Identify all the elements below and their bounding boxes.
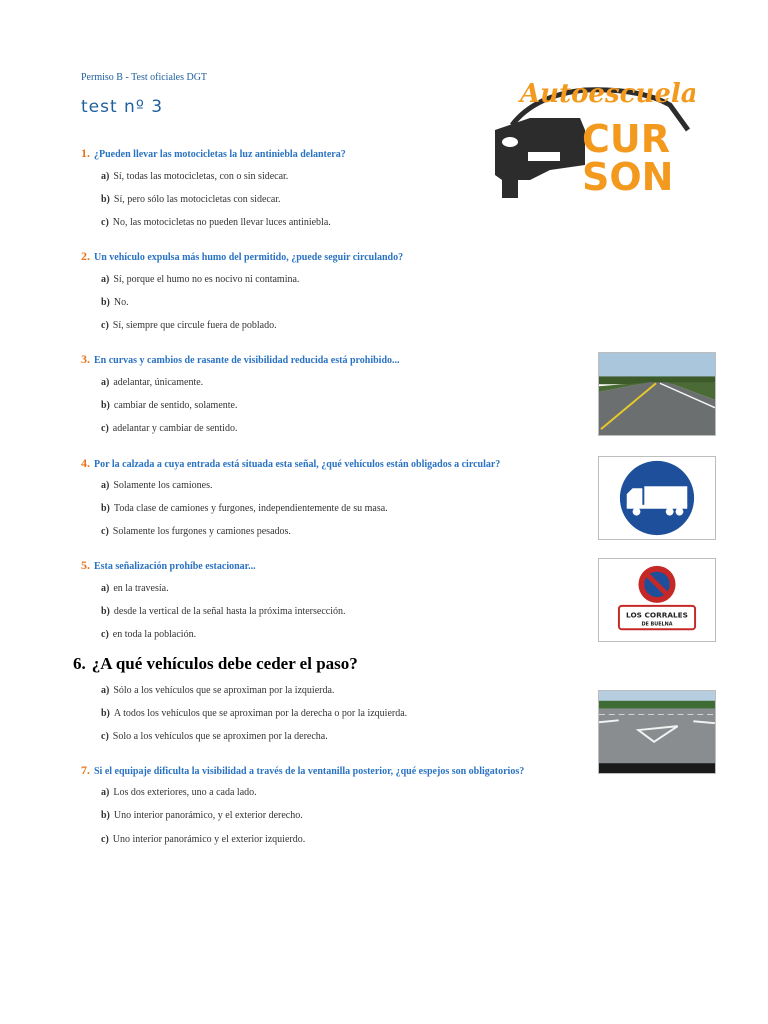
question-6: 6. ¿A qué vehículos debe ceder el paso? xyxy=(73,654,358,673)
answer-1b[interactable]: b) Sí, pero sólo las motocicletas con sidecar. xyxy=(101,194,281,205)
question-5: 5. Esta señalización prohíbe estacionar... xyxy=(81,558,256,572)
question-7: 7. Si el equipaje dificulta la visibilidad a través de la ventanilla posterior, ¿qué espejos son obligatorios? xyxy=(81,763,525,777)
question-2: 2. Un vehículo expulsa más humo del permitido, ¿puede seguir circulando? xyxy=(81,249,404,263)
answer-2c[interactable]: c) Sí, siempre que circule fuera de poblado. xyxy=(101,320,277,331)
answer-7a[interactable]: a) Los dos exteriores, uno a cada lado. xyxy=(101,787,257,798)
answer-5a[interactable]: a) en la travesía. xyxy=(101,583,169,594)
answer-7c[interactable]: c) Uno interior panorámico y el exterior izquierdo. xyxy=(101,834,306,845)
svg-text:CUR: CUR xyxy=(582,117,671,161)
answer-2b[interactable]: b) No. xyxy=(101,297,129,308)
answer-3a[interactable]: a) adelantar, únicamente. xyxy=(101,377,204,388)
svg-text:LOS CORRALES: LOS CORRALES xyxy=(626,610,688,620)
answer-3b[interactable]: b) cambiar de sentido, solamente. xyxy=(101,400,238,411)
answer-5b[interactable]: b) desde la vertical de la señal hasta la próxima intersección. xyxy=(101,606,346,617)
question-1: 1. ¿Pueden llevar las motocicletas la luz antiniebla delantera? xyxy=(81,146,346,160)
no-parking-sign xyxy=(598,558,716,642)
yield-marking-photo xyxy=(598,690,716,774)
autoescuela-cursón-logo xyxy=(490,70,695,205)
svg-text:DE BUELNA: DE BUELNA xyxy=(641,621,673,628)
answer-7b[interactable]: b) Uno interior panorámico, y el exterior derecho. xyxy=(101,810,303,821)
answer-4c[interactable]: c) Solamente los furgones y camiones pesados. xyxy=(101,526,291,537)
question-3: 3. En curvas y cambios de rasante de visibilidad reducida está prohibido... xyxy=(81,352,400,366)
mandatory-truck-sign xyxy=(598,456,716,540)
document-subtitle: Permiso B - Test oficiales DGT xyxy=(81,72,208,83)
answer-5c[interactable]: c) en toda la población. xyxy=(101,629,197,640)
answer-4a[interactable]: a) Solamente los camiones. xyxy=(101,480,213,491)
answer-3c[interactable]: c) adelantar y cambiar de sentido. xyxy=(101,423,238,434)
svg-text:Autoescuela: Autoescuela xyxy=(520,79,695,109)
answer-1a[interactable]: a) Sí, todas las motocicletas, con o sin sidecar. xyxy=(101,171,289,182)
question-4: 4. Por la calzada a cuya entrada está situada esta señal, ¿qué vehículos están obligados a circular? xyxy=(81,456,501,470)
page-title: test nº 3 xyxy=(81,97,164,117)
answer-6a[interactable]: a) Sólo a los vehículos que se aproximan por la izquierda. xyxy=(101,685,335,696)
answer-2a[interactable]: a) Sí, porque el humo no es nocivo ni contamina. xyxy=(101,274,300,285)
road-curve-photo xyxy=(598,352,716,436)
answer-6b[interactable]: b) A todos los vehículos que se aproximan por la derecha o por la izquierda. xyxy=(101,708,408,719)
answer-1c[interactable]: c) No, las motocicletas no pueden llevar luces antiniebla. xyxy=(101,217,331,228)
answer-4b[interactable]: b) Toda clase de camiones y furgones, independientemente de su masa. xyxy=(101,503,388,514)
svg-text:SON: SON xyxy=(582,155,674,199)
answer-6c[interactable]: c) Solo a los vehículos que se aproximen por la derecha. xyxy=(101,731,328,742)
